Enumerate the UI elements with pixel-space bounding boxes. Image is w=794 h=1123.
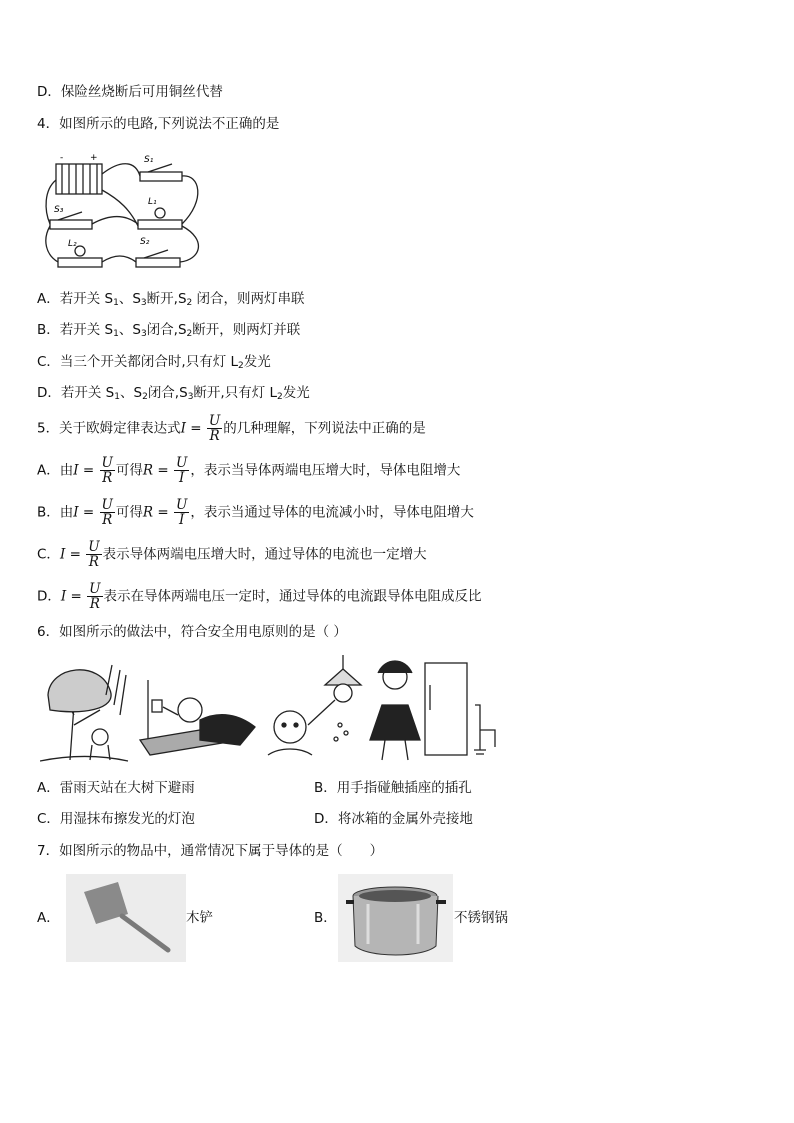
s3-label: S₃ bbox=[54, 205, 64, 215]
q7-option-a-label: 木铲 bbox=[186, 910, 213, 926]
wooden-spatula-photo bbox=[66, 874, 186, 962]
q6-stem: 6．如图所示的做法中，符合安全用电原则的是（ ） bbox=[37, 624, 347, 640]
q5-option-c: C．I = $\frac{U}{R}$ 表示导体两端电压增大时，通过导体的电流也一定增大 bbox=[37, 539, 427, 570]
s1-label: S₁ bbox=[144, 155, 154, 165]
q6-option-d: D．将冰箱的金属外壳接地 bbox=[314, 811, 473, 827]
q5-option-a: A．由I = $\frac{U}{R}$ 可得R = $\frac{U}{I}$ ，表示当导体两端电压增大时，导体电阻增大 bbox=[37, 455, 461, 486]
q4-option-a: A．若开关 $S_1$、$S_3$断开$,S_2$ 闭合，则两灯串联 bbox=[37, 291, 305, 308]
q4-stem: 4．如图所示的电路,下列说法不正确的是 bbox=[37, 116, 280, 132]
s2-label: S₂ bbox=[140, 237, 150, 247]
tree-in-rain-illustration bbox=[40, 665, 128, 761]
q4-option-d: D．若开关 $S_1$、$S_2$闭合$,S_3$断开,只有灯 $L_2$发光 bbox=[37, 385, 310, 402]
q6-option-b: B．用手指碰触插座的插孔 bbox=[314, 780, 472, 796]
q4-option-b: B．若开关 $S_1$、$S_3$闭合$,S_2$断开，则两灯并联 bbox=[37, 322, 301, 339]
q3-option-d: D．保险丝烧断后可用铜丝代替 bbox=[37, 84, 223, 100]
q6-option-a: A．雷雨天站在大树下避雨 bbox=[37, 780, 195, 796]
plus-label: + bbox=[90, 153, 98, 163]
q5-option-d: D．I = $\frac{U}{R}$ 表示在导体两端电压一定时，通过导体的电流跟导体电阻成反比 bbox=[37, 581, 482, 612]
q7-stem: 7．如图所示的物品中，通常情况下属于导体的是（ ） bbox=[37, 843, 384, 859]
child-touching-socket-illustration bbox=[140, 680, 255, 755]
boy-wiping-bulb-illustration bbox=[268, 655, 361, 755]
girl-with-fridge-illustration bbox=[370, 661, 495, 760]
l2-label: L₂ bbox=[68, 239, 77, 249]
q7-option-b-label: 不锈钢锅 bbox=[454, 910, 508, 926]
q5-option-b: B．由I = $\frac{U}{R}$ 可得R = $\frac{U}{I}$ ，表示当通过导体的电流减小时，导体电阻增大 bbox=[37, 497, 474, 528]
q5-stem: 5．关于欧姆定律表达式I = $\frac{U}{R}$ 的几种理解，下列说法中正确的是 bbox=[37, 413, 426, 444]
q4-circuit-figure bbox=[40, 150, 210, 272]
q4-option-c: C．当三个开关都闭合时,只有灯 $L_2$发光 bbox=[37, 354, 271, 371]
l1-label: L₁ bbox=[148, 197, 157, 207]
minus-label: - bbox=[60, 153, 64, 163]
stainless-steel-pot-photo bbox=[338, 874, 453, 962]
q6-option-c: C．用湿抹布擦发光的灯泡 bbox=[37, 811, 195, 827]
fraction-u-over-r: $\frac{U}{R}$ bbox=[208, 413, 221, 444]
q7-option-b-letter: B． bbox=[314, 910, 337, 926]
q6-safety-illustrations bbox=[40, 655, 502, 765]
q7-option-a-letter: A． bbox=[37, 910, 60, 926]
